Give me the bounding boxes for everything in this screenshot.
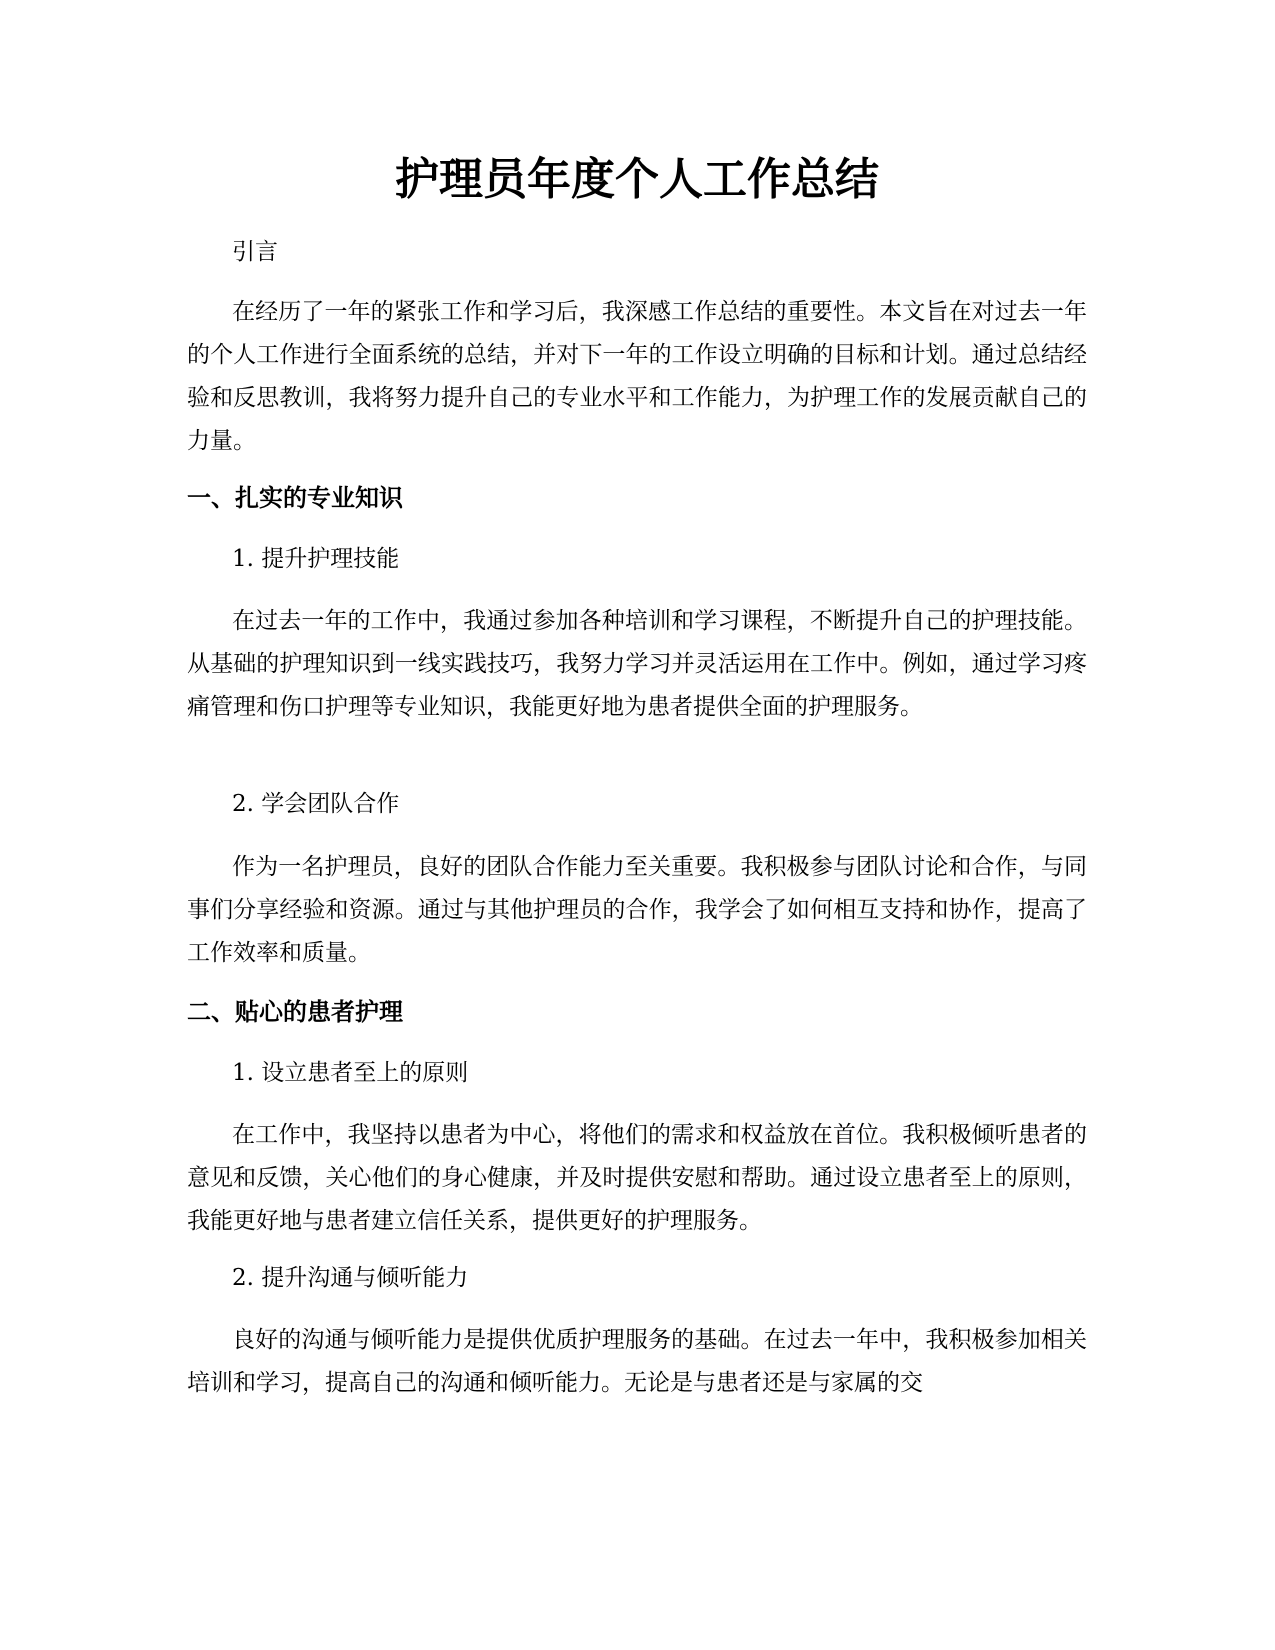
section-1-subheading-1: 1. 提升护理技能 (232, 546, 400, 572)
section-1-paragraph-2: 作为一名护理员，良好的团队合作能力至关重要。我积极参与团队讨论和合作，与同事们分享经验和资源。通过与其他护理员的合作，我学会了如何相互支持和协作，提高了工作效率和质量。 (187, 854, 1087, 966)
section-2-paragraph-2: 良好的沟通与倾听能力是提供优质护理服务的基础。在过去一年中，我积极参加相关培训和学习，提高自己的沟通和倾听能力。无论是与患者还是与家属的交 (187, 1327, 1087, 1396)
section-1-paragraph-1: 在过去一年的工作中，我通过参加各种培训和学习课程，不断提升自己的护理技能。从基础的护理知识到一线实践技巧，我努力学习并灵活运用在工作中。例如，通过学习疼痛管理和伤口护理等专业知识，我能更好地为患者提供全面的护理服务。 (187, 608, 1087, 720)
intro-label: 引言 (232, 239, 278, 265)
section-heading-1: 一、扎实的专业知识 (187, 484, 403, 512)
section-2-subheading-2: 2. 提升沟通与倾听能力 (232, 1265, 469, 1291)
intro-paragraph: 在经历了一年的紧张工作和学习后，我深感工作总结的重要性。本文旨在对过去一年的个人工作进行全面系统的总结，并对下一年的工作设立明确的目标和计划。通过总结经验和反思教训，我将努力提升自己的专业水平和工作能力，为护理工作的发展贡献自己的力量。 (187, 299, 1087, 454)
section-1-subheading-2: 2. 学会团队合作 (232, 791, 400, 817)
section-heading-2: 二、贴心的患者护理 (187, 998, 403, 1026)
section-2-subheading-1: 1. 设立患者至上的原则 (232, 1060, 469, 1086)
document-title: 护理员年度个人工作总结 (395, 154, 879, 205)
section-2-paragraph-1: 在工作中，我坚持以患者为中心，将他们的需求和权益放在首位。我积极倾听患者的意见和反馈，关心他们的身心健康，并及时提供安慰和帮助。通过设立患者至上的原则，我能更好地与患者建立信任关系，提供更好的护理服务。 (187, 1122, 1087, 1234)
